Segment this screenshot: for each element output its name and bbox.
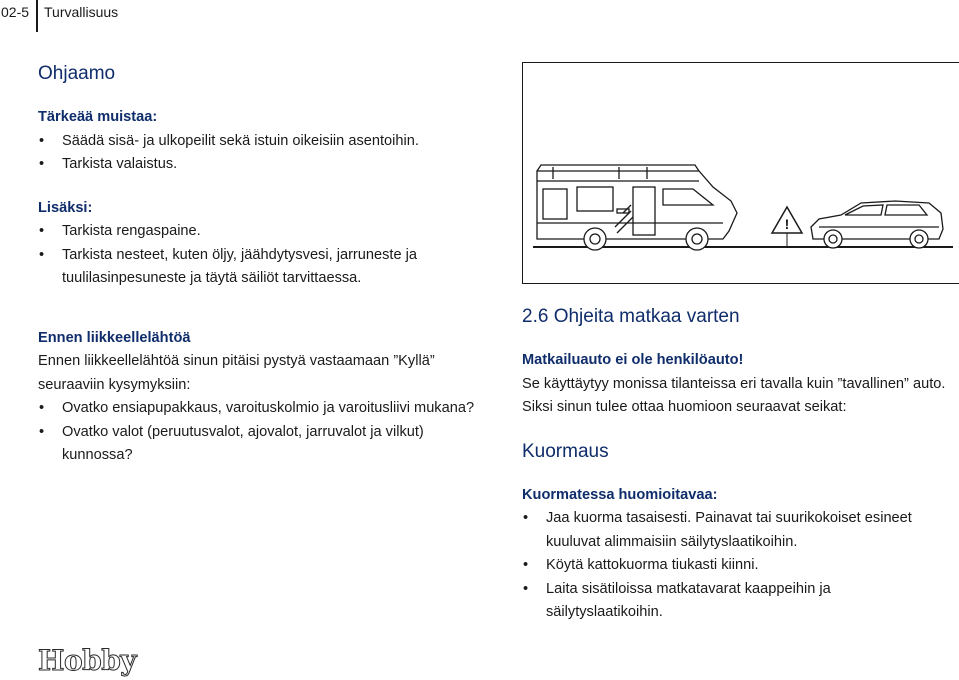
departure-list — [38, 397, 478, 468]
section-title-cockpit: Ohjaamo — [38, 63, 116, 84]
important-label: Tärkeää muistaa: — [38, 109, 158, 125]
note-text: Se käyttäytyy monissa tilanteissa eri tavalla kuin ”tavallinen” auto. Siksi sinun tulee ottaa huomioon seuraavat seikat: — [522, 375, 946, 415]
right-column — [522, 305, 947, 625]
chapter-title: Turvallisuus — [44, 4, 119, 20]
list-item: • Jaa kuorma tasaisesti. Painavat tai suurikokoiset esineet kuuluvat alimmaisiin säilytyslaatikoihin. — [522, 507, 947, 554]
also-list — [38, 220, 478, 291]
motorhome-illustration — [522, 62, 959, 284]
warning-triangle-icon — [772, 207, 802, 246]
motorhome-icon — [537, 165, 737, 250]
list-item: • Tarkista valaistus. — [38, 153, 478, 177]
hobby-logo: Hobby — [38, 644, 137, 677]
page-header — [0, 0, 300, 30]
car-icon — [811, 201, 943, 248]
list-item: • Köytä kattokuorma tiukasti kiinni. — [522, 554, 947, 578]
section-title-travel-tips: 2.6 Ohjeita matkaa varten — [522, 306, 740, 327]
loading-label: Kuormatessa huomioitavaa: — [522, 486, 718, 503]
list-item: • Ovatko valot (peruutusvalot, ajovalot, jarruvalot ja vilkut) kunnossa? — [38, 421, 478, 468]
note-label: Matkailuauto ei ole henkilöauto! — [522, 352, 744, 368]
page-number: 02-5 — [1, 4, 30, 20]
list-item: • Tarkista rengaspaine. — [38, 220, 478, 244]
warning-symbol: ! — [784, 216, 790, 232]
list-item: • Säädä sisä- ja ulkopeilit sekä istuin oikeisiin asentoihin. — [38, 130, 478, 154]
list-item: • Tarkista nesteet, kuten öljy, jäähdytysvesi, jarruneste ja tuulilasinpesuneste ja täytä säiliöt tarvittaessa. — [38, 244, 478, 291]
also-label: Lisäksi: — [38, 199, 93, 216]
important-list — [38, 130, 478, 177]
header-divider — [36, 0, 38, 32]
departure-text: Ennen liikkeellelähtöä sinun pitäisi pystyä vastaamaan ”Kyllä” seuraaviin kysymyksiin: — [38, 353, 435, 393]
list-item: • Ovatko ensiapupakkaus, varoituskolmio ja varoitusliivi mukana? — [38, 397, 478, 421]
departure-label: Ennen liikkeellelähtöä — [38, 329, 191, 346]
section-title-loading: Kuormaus — [522, 440, 609, 462]
list-item: • Laita sisätiloissa matkatavarat kaappeihin ja säilytyslaatikoihin. — [522, 578, 947, 625]
left-column — [38, 62, 478, 468]
motorhome-car-drawing — [523, 63, 959, 285]
loading-list — [522, 507, 947, 625]
